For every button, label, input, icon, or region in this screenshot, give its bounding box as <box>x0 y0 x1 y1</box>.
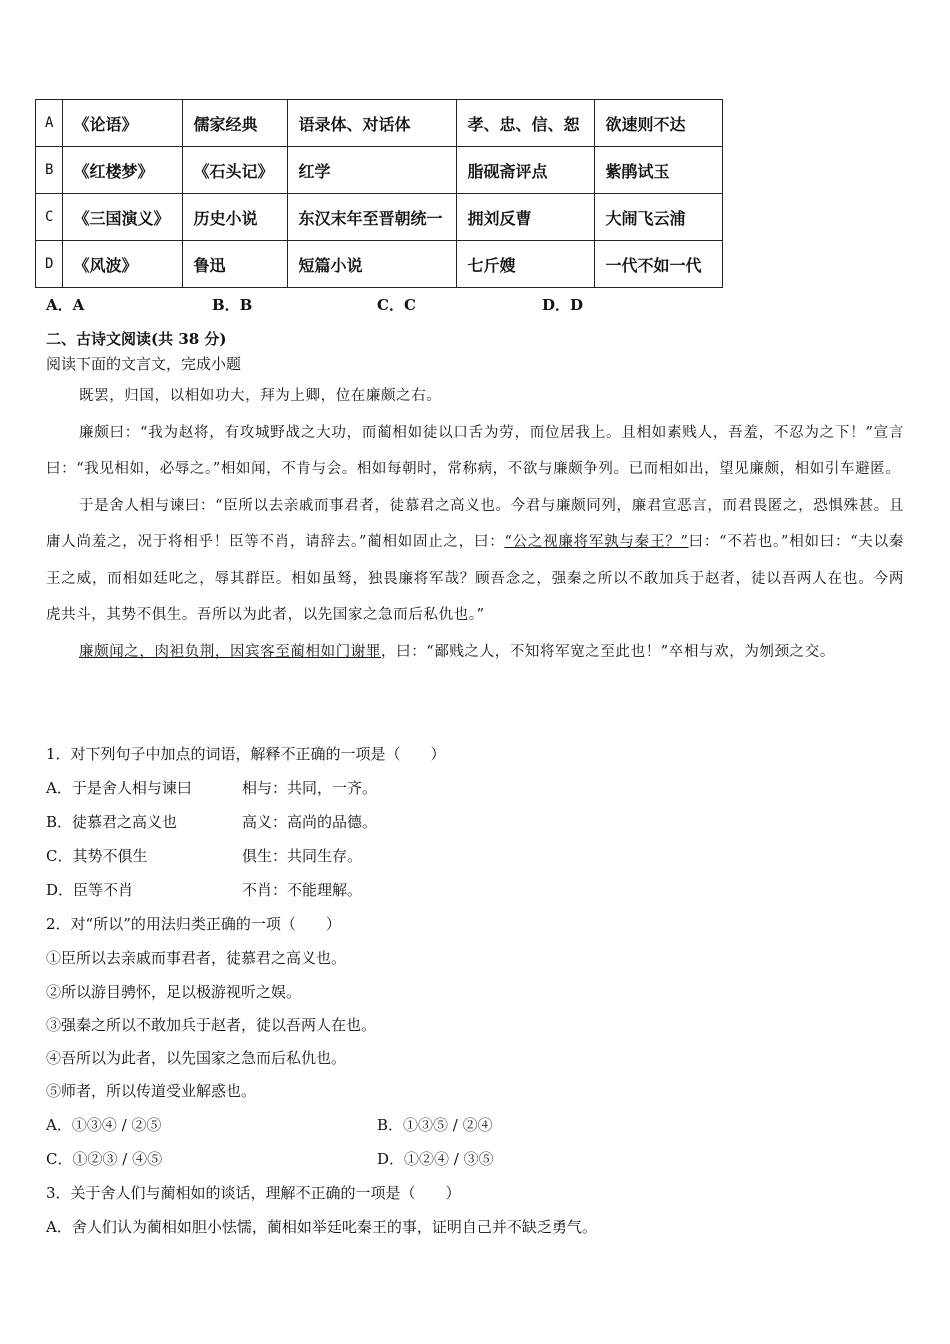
underlined-sentence: 廉颇闻之，肉袒负荆，因宾客至蔺相如门谢罪 <box>79 643 381 660</box>
q2-option-b[interactable]: B．①③⑤ / ②④ <box>377 1116 493 1134</box>
table-cell: 拥刘反曹 <box>457 194 595 241</box>
table-cell: 七斤嫂 <box>457 241 595 288</box>
answer-option-c[interactable]: C．C <box>377 296 416 314</box>
q1-option-d[interactable] <box>46 879 363 900</box>
table-cell: 《风波》 <box>63 241 183 288</box>
table-cell: 东汉末年至晋朝统一 <box>288 194 457 241</box>
q2-item: ⑤师者，所以传道受业解惑也。 <box>46 1082 257 1100</box>
question-2-stem: 2．对“所以”的用法归类正确的一项（ ） <box>46 915 341 933</box>
option-explanation: 高义：高尚的品德。 <box>242 813 378 831</box>
row-letter: A <box>36 100 63 147</box>
option-sentence: C．其势不俱生 <box>46 847 148 865</box>
option-explanation: 俱生：共同生存。 <box>242 847 363 865</box>
table-cell: 欲速则不达 <box>595 100 723 147</box>
table-cell: 鲁迅 <box>183 241 288 288</box>
underlined-sentence: “公之视廉将军孰与秦王？” <box>504 534 689 550</box>
passage-paragraph <box>46 634 904 671</box>
q2-item: ①臣所以去亲戚而事君者，徒慕君之高义也。 <box>46 949 347 967</box>
table-cell: 一代不如一代 <box>595 241 723 288</box>
table-cell: 《三国演义》 <box>63 194 183 241</box>
table-cell: 短篇小说 <box>288 241 457 288</box>
table-cell: 紫鹃试玉 <box>595 147 723 194</box>
option-sentence: D．臣等不肖 <box>46 881 134 899</box>
table-cell: 大闹飞云浦 <box>595 194 723 241</box>
option-explanation: 不肖：不能理解。 <box>242 881 363 899</box>
row-letter: D <box>36 241 63 288</box>
passage-text: ，曰：“鄙贱之人，不知将军宽之至此也！”卒相与欢，为刎颈之交。 <box>381 643 835 660</box>
q2-item: ③强秦之所以不敢加兵于赵者，徒以吾两人在也。 <box>46 1016 377 1034</box>
row-letter: B <box>36 147 63 194</box>
literature-table <box>35 99 723 288</box>
q1-option-c[interactable] <box>46 845 363 866</box>
table-row <box>36 100 723 147</box>
classical-passage <box>46 378 904 670</box>
q1-option-b[interactable] <box>46 811 378 832</box>
option-explanation: 相与：共同，一齐。 <box>242 779 378 797</box>
table-cell: 《石头记》 <box>183 147 288 194</box>
table-cell: 《红楼梦》 <box>63 147 183 194</box>
q2-option-c[interactable]: C．①②③ / ④⑤ <box>46 1150 163 1168</box>
row-letter: C <box>36 194 63 241</box>
table-row <box>36 147 723 194</box>
table-cell: 孝、忠、信、恕 <box>457 100 595 147</box>
passage-paragraph <box>46 488 904 634</box>
q3-option-a[interactable]: A．舍人们认为蔺相如胆小怯懦，蔺相如举廷叱秦王的事，证明自己并不缺乏勇气。 <box>46 1218 597 1236</box>
question-3-stem: 3．关于舍人们与蔺相如的谈话，理解不正确的一项是（ ） <box>46 1184 461 1202</box>
section-title: 二、古诗文阅读(共 38 分) <box>46 330 227 348</box>
option-sentence: A．于是舍人相与谏曰 <box>46 779 192 797</box>
answer-option-d[interactable]: D．D <box>542 296 584 314</box>
table-cell: 《论语》 <box>63 100 183 147</box>
answer-option-b[interactable]: B．B <box>212 296 253 314</box>
table-cell: 红学 <box>288 147 457 194</box>
table-row <box>36 241 723 288</box>
table-cell: 历史小说 <box>183 194 288 241</box>
q2-option-d[interactable]: D．①②④ / ③⑤ <box>377 1150 494 1168</box>
table-cell: 儒家经典 <box>183 100 288 147</box>
section-instruction: 阅读下面的文言文，完成小题 <box>46 355 242 373</box>
answer-option-a[interactable]: A．A <box>46 296 85 314</box>
question-1-stem: 1．对下列句子中加点的词语，解释不正确的一项是（ ） <box>46 745 446 763</box>
option-sentence: B．徒慕君之高义也 <box>46 813 178 831</box>
passage-text: 曰：“不若也。”相如曰：“夫以秦王之威，而相如廷叱之，辱其群臣。相如虽驽，独畏廉将军哉？顾吾念之，强秦之所以不敢加兵于赵者，徒以吾两人在也。今两虎共斗，其势不俱生。吾所以为此者，以先国家之急而后私仇也。” <box>46 534 905 623</box>
passage-text: 于是舍人相与谏曰：“臣所以去亲戚而事君者，徒慕君之高义也。今君与廉颇同列，廉君宣恶言，而君畏匿之，恐惧殊甚。且庸人尚羞之，况于将相乎！臣等不肖，请辞去。”蔺相如固止之，曰： <box>46 497 904 550</box>
passage-paragraph: 既罢，归国，以相如功大，拜为上卿，位在廉颇之右。 <box>79 388 442 404</box>
table-cell: 脂砚斋评点 <box>457 147 595 194</box>
passage-paragraph: 廉颇曰：“我为赵将，有攻城野战之大功，而蔺相如徒以口舌为劳，而位居我上。且相如素贱人，吾羞，不忍为之下！”宣言曰：“我见相如，必辱之。”相如闻，不肯与会。相如每朝时，常称病，不欲与廉颇争列。已而相如出，望见廉颇，相如引车避匿。 <box>46 424 904 477</box>
table-cell: 语录体、对话体 <box>288 100 457 147</box>
q2-option-a[interactable]: A．①③④ / ②⑤ <box>46 1116 162 1134</box>
q2-item: ④吾所以为此者，以先国家之急而后私仇也。 <box>46 1049 347 1067</box>
q2-item: ②所以游目骋怀，足以极游视听之娱。 <box>46 983 302 1001</box>
q1-option-a[interactable] <box>46 777 378 798</box>
table-row <box>36 194 723 241</box>
